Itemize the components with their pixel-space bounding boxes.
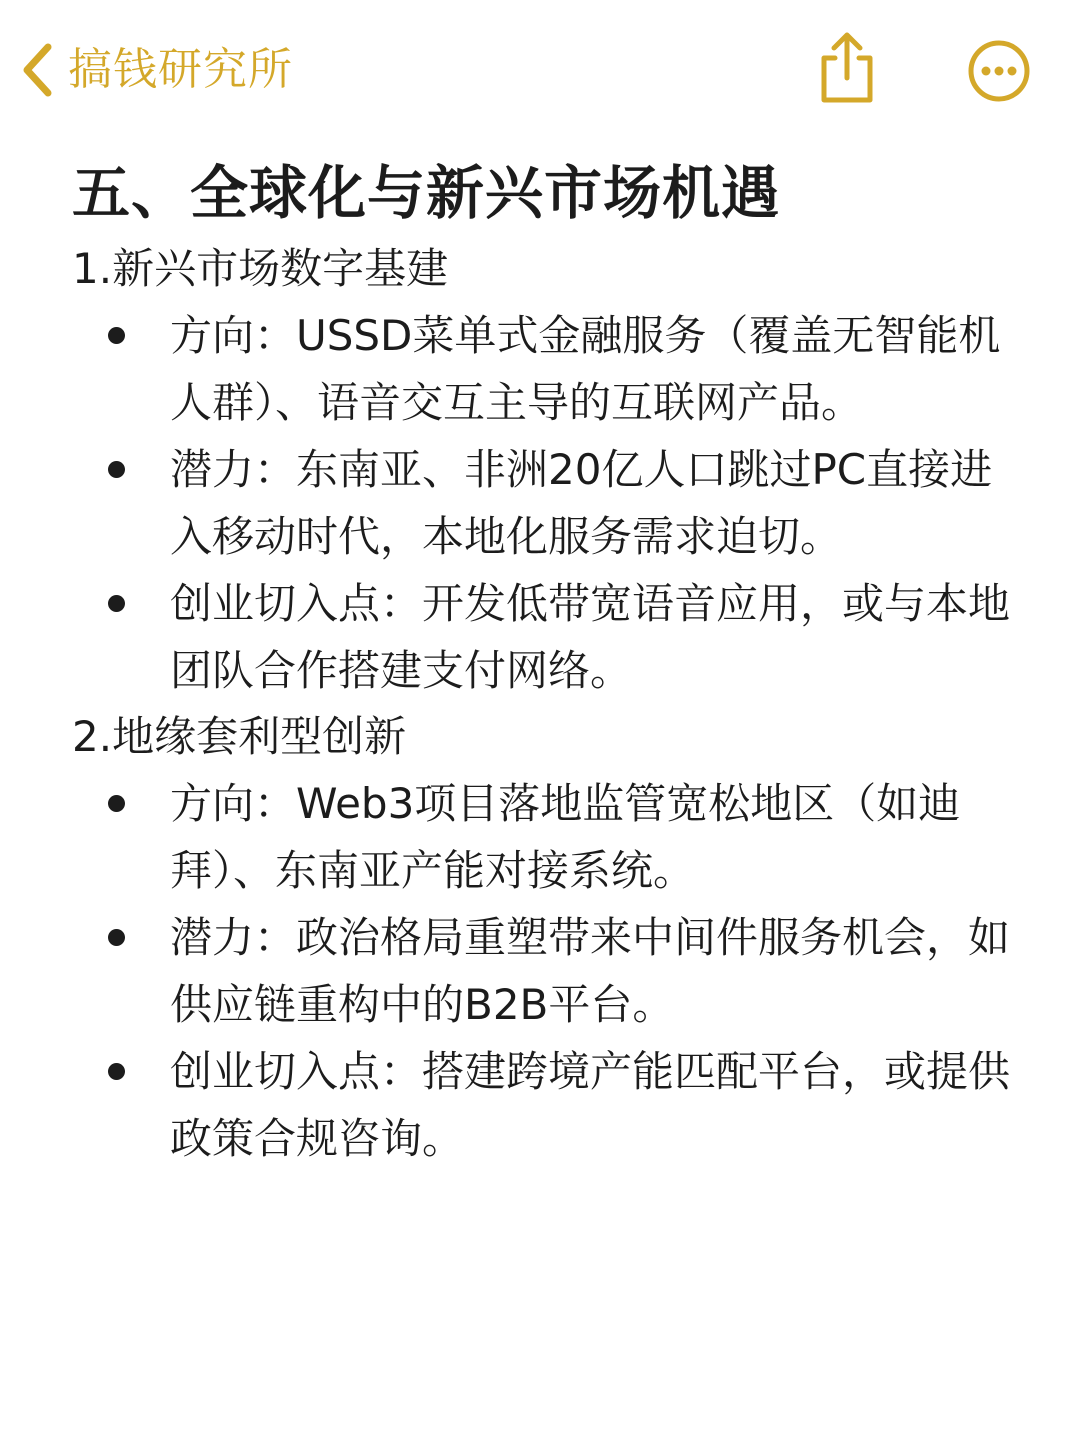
bullet-list [72, 770, 1012, 1172]
list-item [72, 302, 1012, 436]
more-icon [966, 89, 1032, 108]
section-heading: 2.地缘套利型创新 [72, 712, 407, 761]
bullet-dot [108, 595, 125, 612]
bullet-dot [108, 929, 125, 946]
list-item [72, 436, 1012, 570]
back-button[interactable] [20, 38, 293, 102]
bullet-text: 创业切入点：搭建跨境产能匹配平台，或提供政策合规咨询。 [170, 1047, 1011, 1163]
bullet-dot [108, 327, 125, 344]
bullet-text: 潜力：政治格局重塑带来中间件服务机会，如供应链重构中的B2B平台。 [170, 913, 1011, 1029]
bullet-text: 创业切入点：开发低带宽语音应用，或与本地团队合作搭建支付网络。 [170, 579, 1011, 695]
nav-bar [0, 0, 1080, 140]
bullet-text: 方向：Web3项目落地监管宽松地区（如迪拜）、东南亚产能对接系统。 [170, 779, 961, 895]
bullet-text: 方向：USSD菜单式金融服务（覆盖无智能机人群）、语音交互主导的互联网产品。 [170, 311, 1001, 427]
note-title: 五、全球化与新兴市场机遇 [72, 159, 781, 227]
back-label: 搞钱研究所 [68, 44, 293, 95]
share-icon [812, 91, 882, 110]
bullet-dot [108, 461, 125, 478]
list-item [72, 770, 1012, 904]
chevron-left-icon [20, 43, 54, 97]
bullet-dot [108, 795, 125, 812]
bullet-text: 潜力：东南亚、非洲20亿人口跳过PC直接进入移动时代，本地化服务需求迫切。 [170, 445, 993, 561]
share-button[interactable] [812, 30, 882, 106]
section-heading: 1.新兴市场数字基建 [72, 244, 449, 293]
list-item [72, 570, 1012, 704]
bullet-list [72, 302, 1012, 704]
bullet-dot [108, 1063, 125, 1080]
more-button[interactable] [966, 38, 1032, 104]
list-item [72, 904, 1012, 1038]
list-item [72, 1038, 1012, 1172]
note-body[interactable] [72, 150, 1012, 1172]
